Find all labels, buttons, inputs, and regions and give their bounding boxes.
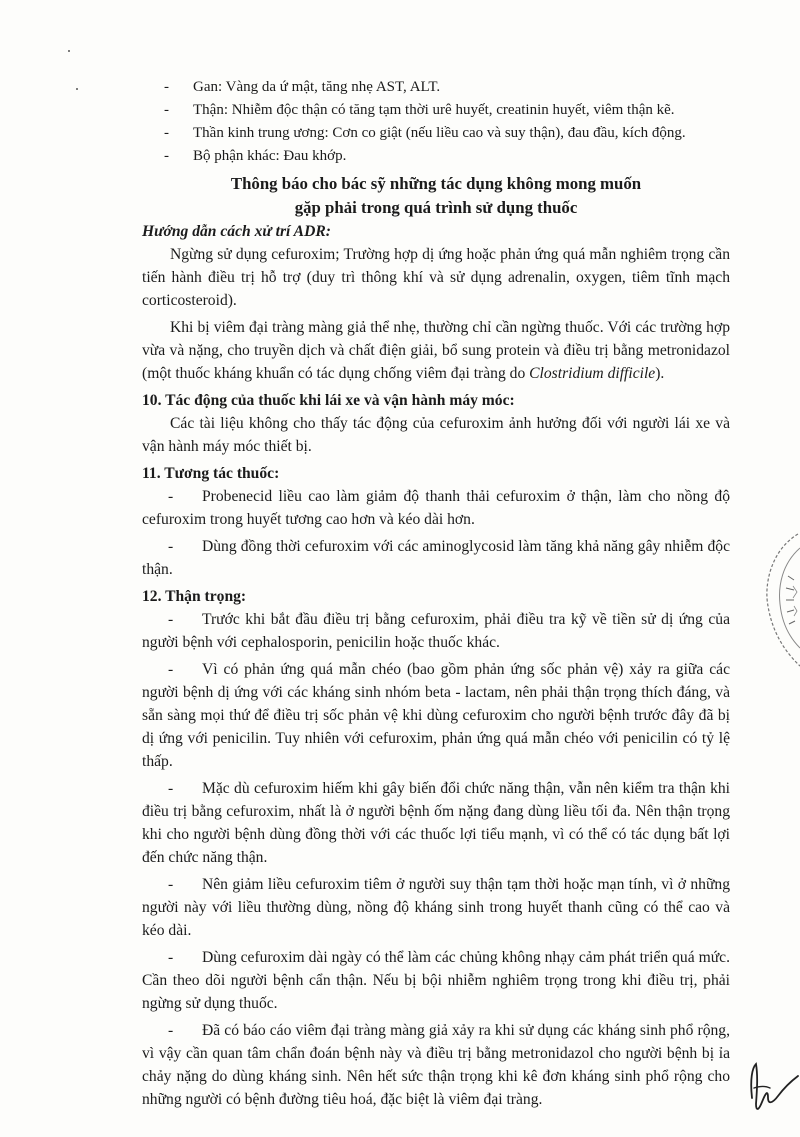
item-text: Trước khi bắt đầu điều trị bằng cefuroxim, phải điều tra kỹ về tiền sử dị ứng của người bệnh với cephalosporin, penicilin hoặc thuốc khác. <box>142 611 730 651</box>
item-text: Probenecid liều cao làm giảm độ thanh thải cefuroxim ở thận, làm cho nồng độ cefuroxim trong huyết tương cao hơn và kéo dài hơn. <box>142 488 730 528</box>
bullet-dash: - <box>168 661 174 678</box>
bullet-cns <box>142 122 730 145</box>
bullet-text: Bộ phận khác: Đau khớp. <box>193 148 347 164</box>
bullet-text: Thận: Nhiễm độc thận có tăng tạm thời urê huyết, creatinin huyết, viêm thận kẽ. <box>193 102 675 118</box>
section-12-item <box>142 608 730 654</box>
bullet-dash: - <box>164 125 169 141</box>
item-text: Nên giảm liều cefuroxim tiêm ở người suy thận tạm thời hoặc mạn tính, vì ở những người này với liều thường dùng, nồng độ kháng sinh trong huyết thanh cũng có thể cao và kéo dài. <box>142 876 730 939</box>
bullet-dash: - <box>168 611 174 628</box>
item-text: Mặc dù cefuroxim hiếm khi gây biến đổi chức năng thận, vẫn nên kiểm tra thận khi điều trị bằng cefuroxim, nhất là ở người bệnh ốm nặng đang dùng liều tối đa. Nên thận trọng khi cho người bệnh dùng đồng thời với các thuốc lợi tiểu mạnh, vì có thể có tác dụng bất lợi đến chức năng thận. <box>142 780 730 866</box>
item-text: Đã có báo cáo viêm đại tràng màng giả xảy ra khi sử dụng các kháng sinh phổ rộng, vì vậy cần quan tâm chẩn đoán bệnh này và điều trị bằng metronidazol cho người bệnh bị ỉa chảy nặng do dùng kháng sinh. Nên hết sức thận trọng khi kê đơn kháng sinh phổ rộng cho những người có bệnh đường tiêu hoá, đặc biệt là viêm đại tràng. <box>142 1022 730 1108</box>
adr-paragraph-2-end: ). <box>655 365 665 382</box>
section-10-heading: 10. Tác động của thuốc khi lái xe và vận hành máy móc: <box>142 392 515 409</box>
item-text: Dùng đồng thời cefuroxim với các aminoglycosid làm tăng khả năng gây nhiễm độc thận. <box>142 538 730 578</box>
item-text: Dùng cefuroxim dài ngày có thể làm các chủng không nhạy cảm phát triển quá mức. Cần theo dõi người bệnh cẩn thận. Nếu bị bội nhiễm nghiêm trọng trong khi điều trị, phải ngừng sử dụng thuốc. <box>142 949 730 1012</box>
bullet-dash: - <box>168 780 174 797</box>
page-content <box>142 76 730 1115</box>
section-12-item <box>142 1019 730 1111</box>
bullet-other <box>142 145 730 168</box>
bullet-dash: - <box>164 102 169 118</box>
section-10-text: Các tài liệu không cho thấy tác động của cefuroxim ảnh hưởng đối với người lái xe và vận hành máy móc thiết bị. <box>142 415 730 455</box>
section-11-item <box>142 535 730 581</box>
bullet-dash: - <box>168 1022 174 1039</box>
scan-speck <box>68 50 70 52</box>
notice-title-line1: Thông báo cho bác sỹ những tác dụng không mong muốn <box>230 174 642 193</box>
notice-title-line2: gặp phải trong quá trình sử dụng thuốc <box>294 198 578 217</box>
bullet-kidney <box>142 99 730 122</box>
section-11-item <box>142 485 730 531</box>
notice-title <box>142 172 730 220</box>
section-12-item <box>142 946 730 1015</box>
bullet-liver <box>142 76 730 99</box>
bullet-dash: - <box>164 148 169 164</box>
bullet-dash: - <box>168 876 174 893</box>
bullet-dash: - <box>168 538 174 555</box>
section-12-item <box>142 658 730 773</box>
handwritten-initials <box>744 1058 800 1118</box>
item-text: Vì có phản ứng quá mẫn chéo (bao gồm phản ứng sốc phản vệ) xảy ra giữa các người bệnh dị ứng với các kháng sinh nhóm beta - lactam, nên phải thận trọng thích đáng, và sẵn sàng mọi thứ để điều trị sốc phản vệ khi dùng cefuroxim cho người bệnh trước đây đã bị dị ứng với penicilin. Tuy nhiên với cefuroxim, phản ứng quá mẫn chéo với penicilin có tỷ lệ thấp. <box>142 661 730 770</box>
bullet-dash: - <box>168 949 174 966</box>
adr-paragraph-1: Ngừng sử dụng cefuroxim; Trường hợp dị ứng hoặc phản ứng quá mẫn nghiêm trọng cần tiến hành điều trị hỗ trợ (duy trì thông khí và sử dụng adrenalin, oxygen, tiêm tĩnh mạch corticosteroid). <box>142 246 730 309</box>
adr-paragraph-2-text: Khi bị viêm đại tràng màng giả thể nhẹ, thường chỉ cần ngừng thuốc. Với các trường hợp vừa và nặng, cho truyền dịch và chất điện giải, bổ sung protein và điều trị bằng metronidazol (một thuốc kháng khuẩn có tác dụng chống viêm đại tràng do <box>142 319 730 382</box>
partial-stamp-seal <box>760 526 800 676</box>
section-12-item <box>142 777 730 869</box>
section-12-item <box>142 873 730 942</box>
section-12-heading: 12. Thận trọng: <box>142 588 247 605</box>
scan-speck <box>76 88 78 90</box>
adr-paragraph-2 <box>142 316 730 385</box>
adr-heading: Hướng dẫn cách xử trí ADR: <box>142 223 331 240</box>
section-11-heading: 11. Tương tác thuốc: <box>142 465 280 482</box>
bullet-dash: - <box>164 79 169 95</box>
bullet-text: Gan: Vàng da ứ mật, tăng nhẹ AST, ALT. <box>193 79 441 95</box>
bullet-dash: - <box>168 488 174 505</box>
organism-name: Clostridium difficile <box>529 365 656 382</box>
bullet-text: Thần kinh trung ương: Cơn co giật (nếu liều cao và suy thận), đau đầu, kích động. <box>193 125 686 141</box>
